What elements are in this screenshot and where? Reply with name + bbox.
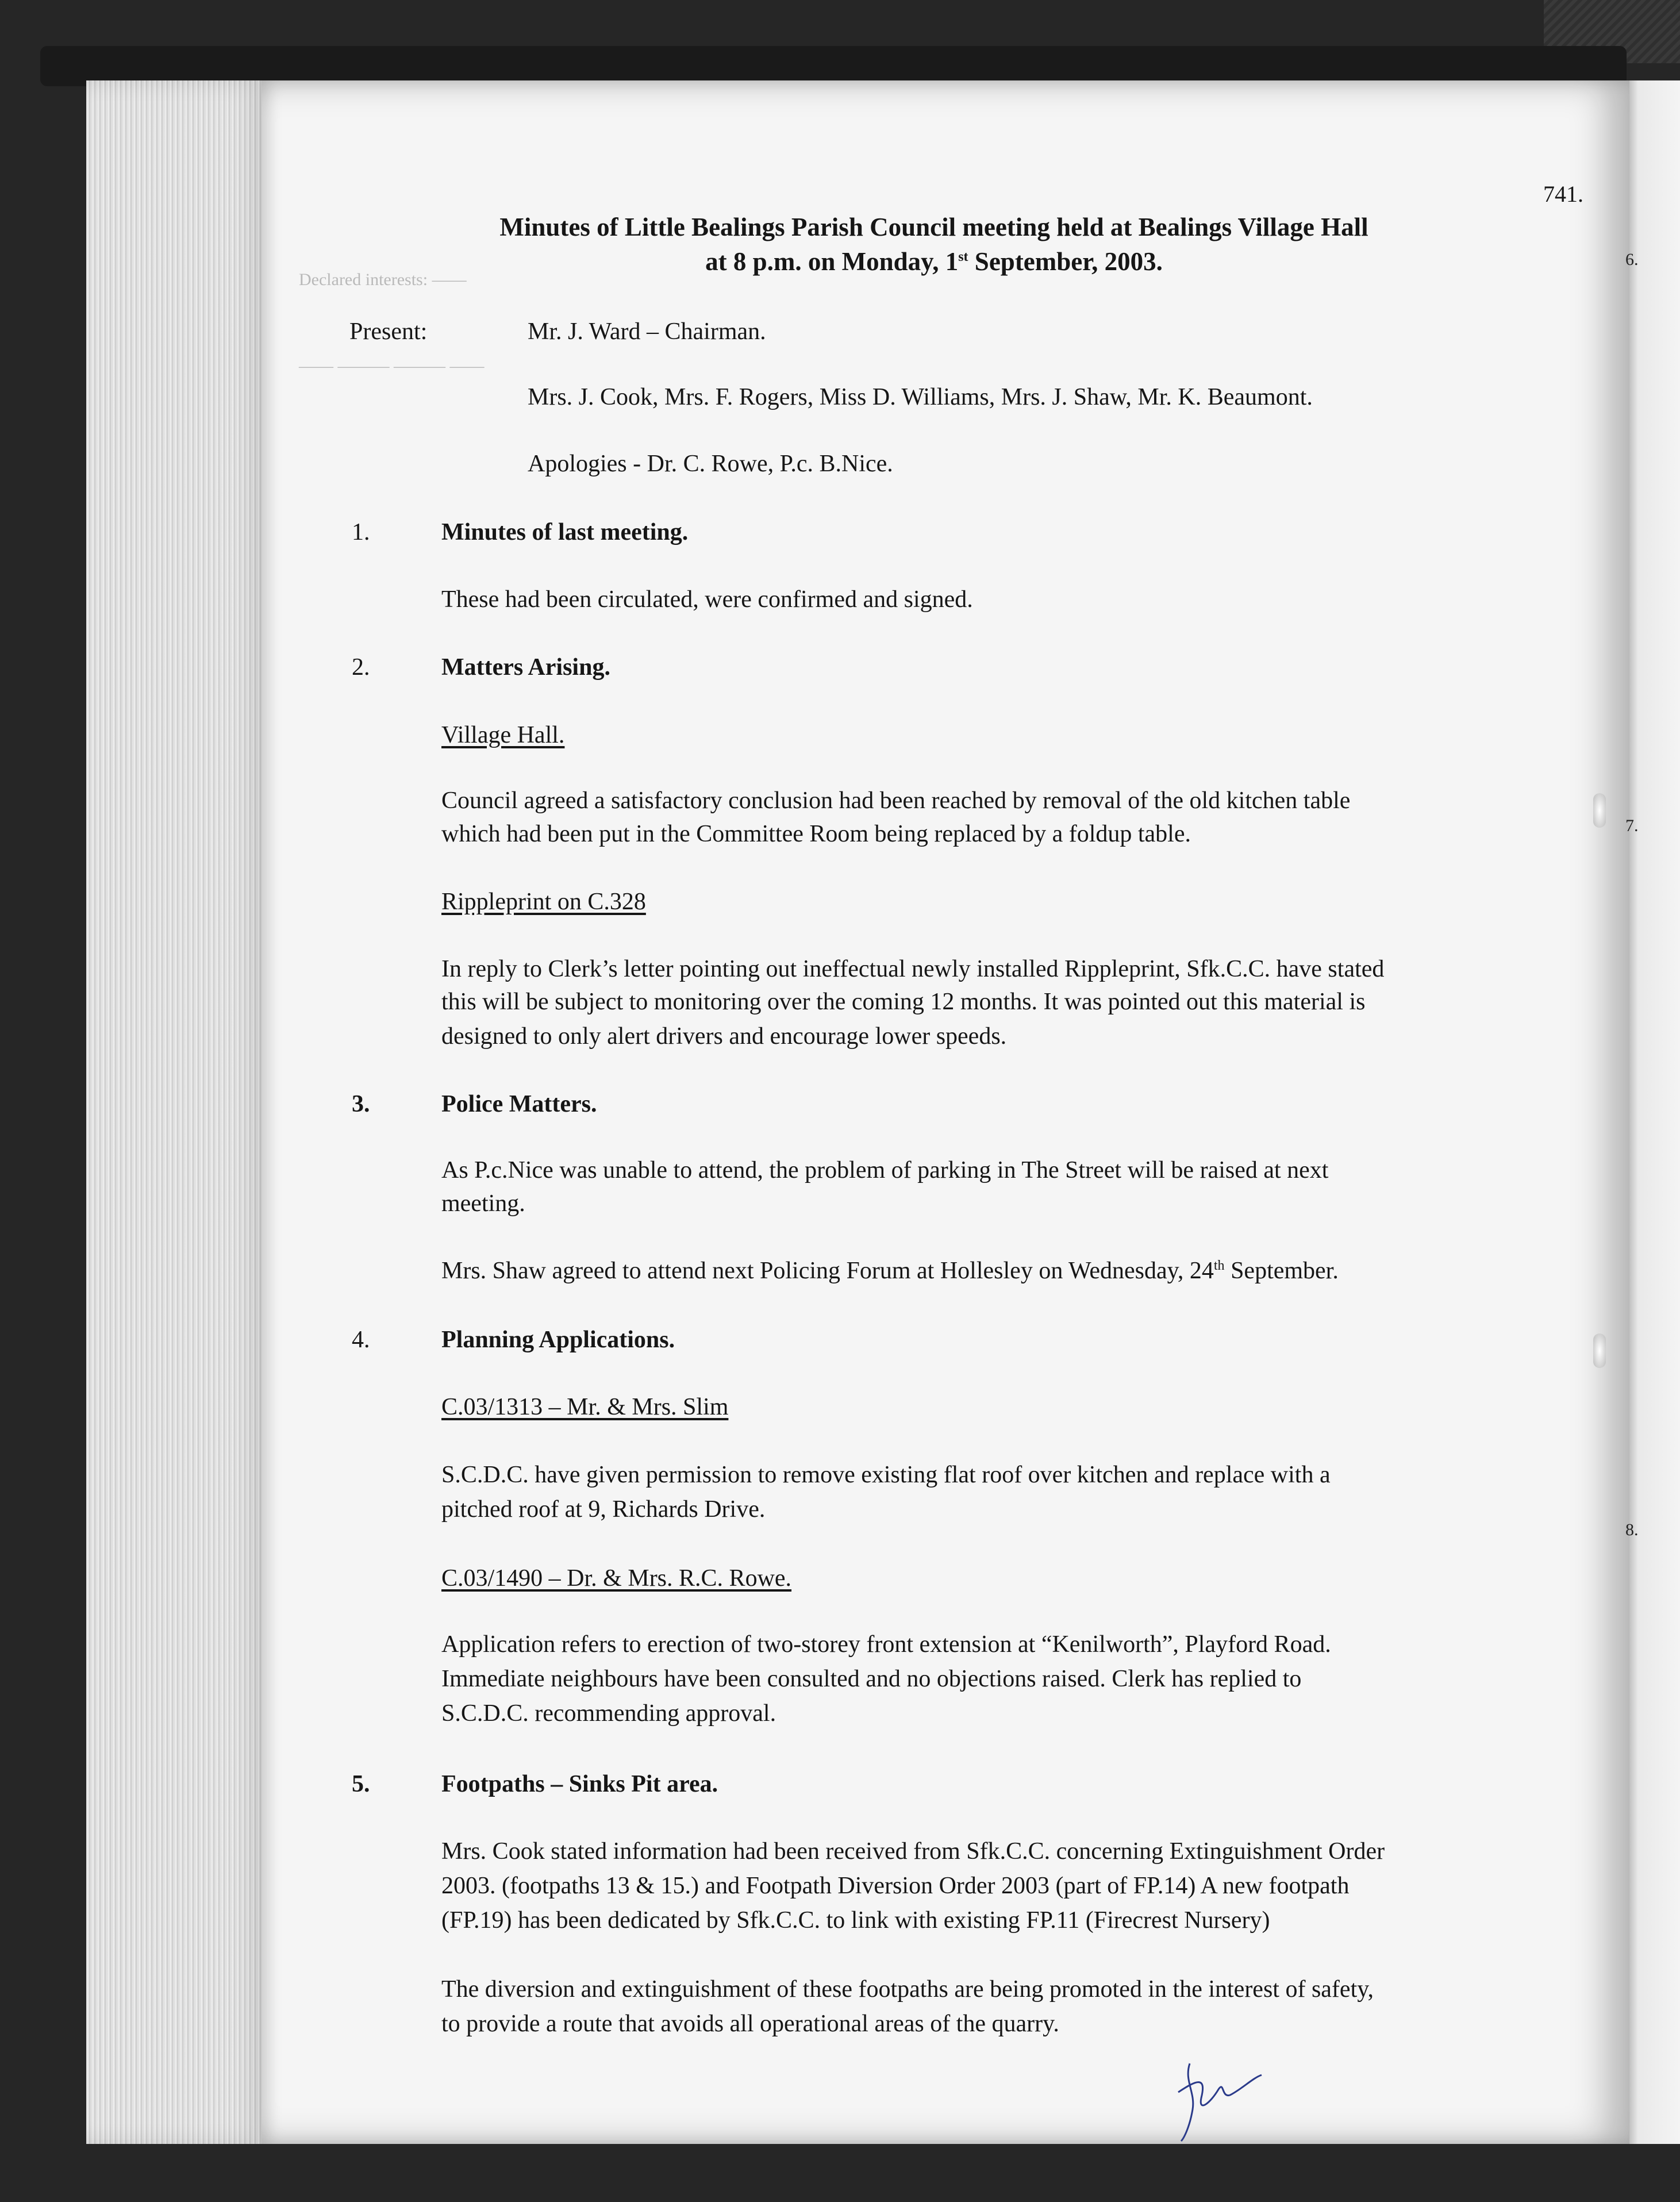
item-number: 1. bbox=[352, 519, 370, 545]
document-title bbox=[402, 214, 1466, 240]
item-heading: Planning Applications. bbox=[441, 1327, 675, 1353]
item-text: to provide a route that avoids all operational areas of the quarry. bbox=[441, 2011, 1059, 2037]
item-heading: Matters Arising. bbox=[441, 654, 610, 681]
item-text bbox=[441, 1259, 1339, 1283]
members-present: Mrs. J. Cook, Mrs. F. Rogers, Miss D. Williams, Mrs. J. Shaw, Mr. K. Beaumont. bbox=[528, 384, 1313, 410]
title-date-suffix: September, 2003. bbox=[968, 247, 1163, 276]
item-text: 2003. (footpaths 13 & 15.) and Footpath Diversion Order 2003 (part of FP.14) A new footpath bbox=[441, 1873, 1350, 1899]
binding-rivet bbox=[1593, 1334, 1606, 1368]
forum-month: September. bbox=[1224, 1258, 1339, 1284]
binding-rivet bbox=[1593, 793, 1606, 828]
subheading: Village Hall. bbox=[441, 722, 565, 748]
item-text: As P.c.Nice was unable to attend, the problem of parking in The Street will be raised at next bbox=[441, 1157, 1329, 1183]
title-date-prefix: at 8 p.m. on Monday, 1 bbox=[705, 247, 959, 276]
item-text: designed to only alert drivers and encourage lower speeds. bbox=[441, 1023, 1007, 1050]
bleed-through: Declared interests: —— bbox=[299, 270, 467, 289]
document-title-line-2 bbox=[402, 249, 1466, 275]
item-heading: Minutes of last meeting. bbox=[441, 519, 689, 545]
adjacent-page-number: 8. bbox=[1625, 1520, 1639, 1539]
item-text: Council agreed a satisfactory conclusion had been reached by removal of the old kitchen table bbox=[441, 787, 1351, 814]
adjacent-page-number: 6. bbox=[1625, 250, 1639, 269]
signature-initials bbox=[1167, 2058, 1293, 2144]
adjacent-page-number: 7. bbox=[1625, 816, 1639, 835]
item-text: pitched roof at 9, Richards Drive. bbox=[441, 1496, 766, 1523]
item-heading: Footpaths – Sinks Pit area. bbox=[441, 1771, 718, 1797]
bleed-through: —— ——— ——— —— bbox=[299, 356, 485, 375]
item-number: 2. bbox=[352, 654, 370, 681]
subheading: Rippleprint on C.328 bbox=[441, 889, 646, 915]
item-text: Application refers to erection of two-storey front extension at “Kenilworth”, Playford Road. bbox=[441, 1631, 1331, 1658]
forum-text: Mrs. Shaw agreed to attend next Policing Forum at Hollesley on Wednesday, 24 bbox=[441, 1258, 1214, 1284]
item-text: S.C.D.C. recommending approval. bbox=[441, 1700, 776, 1727]
subheading: C.03/1490 – Dr. & Mrs. R.C. Rowe. bbox=[441, 1565, 792, 1592]
title-line-1: Minutes of Little Bealings Parish Council meeting held at Bealings Village Hall bbox=[499, 213, 1368, 241]
item-text: These had been circulated, were confirmed and signed. bbox=[441, 586, 973, 613]
chairman-line: Mr. J. Ward – Chairman. bbox=[528, 318, 766, 345]
present-label: Present: bbox=[349, 318, 428, 345]
item-text: meeting. bbox=[441, 1190, 525, 1217]
adjacent-page bbox=[1621, 80, 1680, 2144]
forum-date-ordinal: th bbox=[1213, 1258, 1225, 1273]
item-text: which had been put in the Committee Room being replaced by a foldup table. bbox=[441, 821, 1191, 847]
item-text: Mrs. Cook stated information had been received from Sfk.C.C. concerning Extinguishment Order bbox=[441, 1838, 1385, 1865]
item-number: 4. bbox=[352, 1327, 370, 1353]
page-stack-edges bbox=[86, 80, 270, 2144]
page-number: 741. bbox=[1543, 181, 1583, 207]
item-text: S.C.D.C. have given permission to remove existing flat roof over kitchen and replace with a bbox=[441, 1462, 1331, 1488]
item-text: (FP.19) has been dedicated by Sfk.C.C. to link with existing FP.11 (Firecrest Nursery) bbox=[441, 1907, 1270, 1934]
title-date-ordinal: st bbox=[958, 249, 968, 264]
item-text: Immediate neighbours have been consulted and no objections raised. Clerk has replied to bbox=[441, 1666, 1302, 1692]
item-text: In reply to Clerk’s letter pointing out ineffectual newly installed Rippleprint, Sfk.C.C. have stated bbox=[441, 956, 1385, 982]
item-number: 5. bbox=[352, 1771, 370, 1797]
item-text: The diversion and extinguishment of these footpaths are being promoted in the interest of safety, bbox=[441, 1976, 1374, 2003]
subheading: C.03/1313 – Mr. & Mrs. Slim bbox=[441, 1394, 729, 1420]
item-text: this will be subject to monitoring over the coming 12 months. It was pointed out this material is bbox=[441, 989, 1366, 1015]
apologies-line: Apologies - Dr. C. Rowe, P.c. B.Nice. bbox=[528, 451, 893, 477]
item-heading: Police Matters. bbox=[441, 1091, 597, 1117]
item-number: 3. bbox=[352, 1091, 370, 1117]
